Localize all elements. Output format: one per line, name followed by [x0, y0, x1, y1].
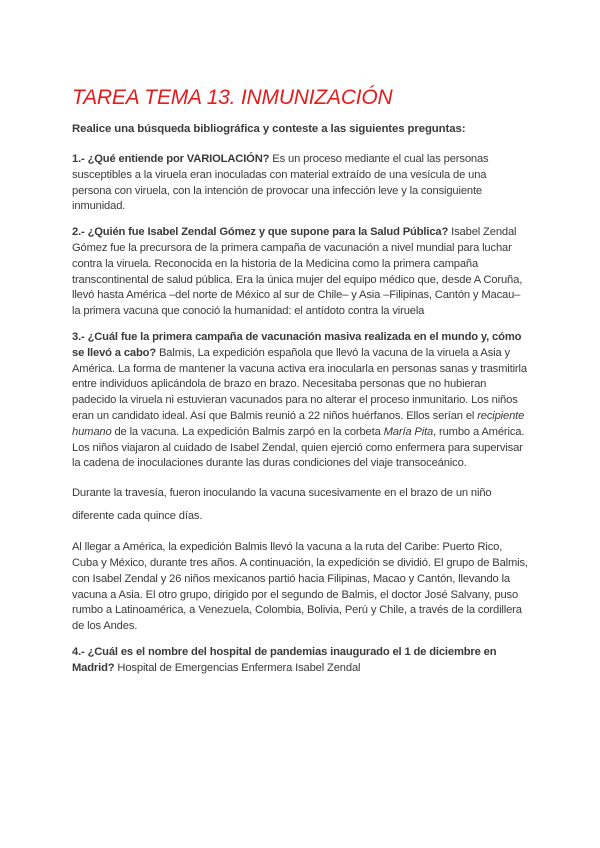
question-2-text: 2.- ¿Quién fue Isabel Zendal Gómez y que supone para la Salud Pública? — [72, 226, 449, 239]
answer-1-text: Es un proceso mediante el cual las personas susceptibles a la viruela eran inoculadas con material extraído de una vesícula de una persona con viruela, con la intención de provocar una infección leve y la consiguiente inmunidad. — [72, 153, 489, 213]
answer-4-text: Hospital de Emergencias Enfermera Isabel Zendal — [114, 661, 361, 674]
question-1 — [72, 152, 528, 215]
paragraph-travesia: Durante la travesía, fueron inoculando la vacuna sucesivamente en el brazo de un niño diferente cada quince días. — [72, 487, 492, 523]
question-3 — [72, 330, 528, 472]
question-2 — [72, 225, 528, 320]
answer-3-italic-2: María Pita — [383, 425, 434, 438]
answer-2-text: Isabel Zendal Gómez fue la precursora de la primera campaña de vacunación a nivel mundial para luchar contra la viruela. Reconocida en la historia de la Medicina como la primera campaña transcontinental de salud pública. Era la única mujer del equipo médico que, desde A Coruña, llevó hasta América –del norte de México al sur de Chile– y Asia –Filipinas, Cantón y Macau– la primera vacuna que conoció la humanidad: el antídoto contra la viruela — [72, 226, 523, 318]
question-3-text: 3.- ¿Cuál fue la primera campaña de vacunación masiva realizada en el mundo y, cómo se llevó a cabo? — [72, 330, 522, 359]
document-page — [72, 86, 528, 687]
question-4-text: 4.- ¿Cuál es el nombre del hospital de pandemias inaugurado el 1 de diciembre en Madrid? — [72, 645, 497, 674]
intro-text: Realice una búsqueda bibliográfica y conteste a las siguientes preguntas: — [72, 123, 466, 135]
question-4 — [72, 645, 528, 677]
document-title: TAREA TEMA 13. INMUNIZACIÓN — [72, 86, 393, 109]
answer-3-italic-1: recipiente humano — [72, 409, 525, 438]
answer-3-part-2: de la vacuna. La expedición Balmis zarpó en la corbeta — [111, 425, 384, 438]
paragraph-america: Al llegar a América, la expedición Balmis llevó la vacuna a la ruta del Caribe: Puerto Rico, Cuba y México, durante tres años. A continuación, la expedición se dividió. El grupo de Balmis, con Isabel Zendal y 26 niños mexicanos partió hacia Filipinas, Macao y Cantón, llevando la vacuna a Asia. El otro grupo, dirigido por el segundo de Balmis, el doctor José Salvany, puso rumbo a Latinoamérica, a Venezuela, Colombia, Bolivia, Perú y Chile, a través de la cordillera de los Andes. — [72, 541, 528, 633]
answer-3-part-1: Balmis, La expedición española que llevó la vacuna de la viruela a Asia y América. La forma de mantener la vacuna activa era inocularla en personas sanas y trasmitirla entre individuos aplicándola de brazo en brazo. Necesitaba personas que no hubieran padecido la viruela ni estuvieran vacunados para no alterar el proceso inmunitario. Los niños eran un candidato ideal. Así que Balmis reunió a 22 niños huérfanos. Ellos serían el — [72, 346, 527, 422]
question-1-text: 1.- ¿Qué entiende por VARIOLACIÓN? — [72, 153, 270, 165]
answer-3-part-3: , rumbo a América. Los niños viajaron al cuidado de Isabel Zendal, quien ejerció como enfermera para supervisar la cadena de inoculaciones durante las duras condiciones del viaje transoceánico. — [72, 425, 525, 470]
